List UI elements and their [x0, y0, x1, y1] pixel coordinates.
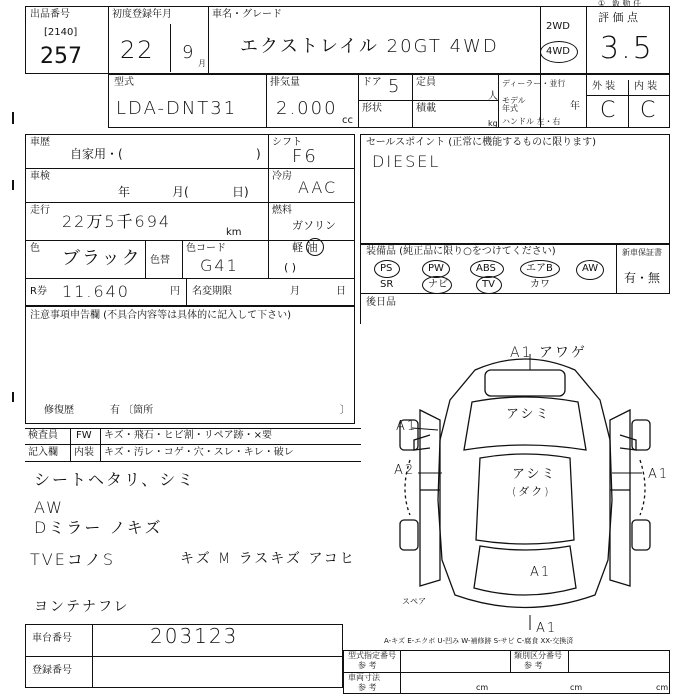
mileage-unit: km	[226, 227, 242, 238]
type-label: 型式	[114, 77, 134, 88]
lot-label: 出品番号	[30, 9, 70, 20]
spec-label: 型式指定番号	[348, 651, 396, 660]
warranty-label: 新車保証書	[622, 248, 662, 257]
equip-aw: AW	[582, 263, 599, 274]
model-name: エクストレイル 20GT 4WD	[240, 36, 499, 57]
first-reg-month-unit: 月	[198, 59, 206, 68]
recycle-value: 11.640	[62, 282, 130, 301]
model-year-label: モデル 年式	[502, 96, 526, 113]
warranty-value: 有・無	[624, 271, 661, 285]
drive-2wd: 2WD	[546, 21, 570, 32]
remark-line-4b: キズ M ラスキズ アコヒ	[180, 551, 356, 567]
fuel-gasoline: ガソリン	[292, 219, 336, 232]
score-value: 3.5	[600, 31, 654, 66]
equip-airbag-circle	[520, 260, 560, 278]
equip-leather: カワ	[530, 279, 550, 290]
first-reg-label: 初度登録年月	[112, 9, 172, 20]
aircon-value: AAC	[298, 178, 338, 197]
repair-value: 有 〔箇所	[110, 405, 154, 416]
shift-value: F6	[292, 146, 318, 167]
chassis-value: 203123	[150, 624, 239, 648]
diagram-left-mid: A2	[394, 463, 416, 478]
dims-cm-2: cm	[570, 683, 583, 692]
sales-frame	[360, 134, 670, 244]
first-reg-month: 9	[182, 42, 196, 63]
dims-cm-1: cm	[476, 683, 489, 692]
inspection-year-unit: 年	[118, 185, 131, 199]
history-value: 自家用・(	[70, 147, 123, 161]
dims-sub: 参 考	[358, 683, 377, 692]
remark-line-4: TVEコノS	[30, 550, 115, 569]
diagram-right-mid: A1	[648, 467, 670, 482]
equip-navi: ナビ	[428, 279, 448, 290]
deadline-label: 名変期限	[192, 286, 232, 297]
recycle-label: R券	[30, 286, 47, 297]
shape-label: 形状	[362, 103, 382, 114]
inspection-month-unit: 月(	[172, 185, 189, 199]
dims-label: 車両寸法	[348, 673, 380, 682]
diagram-rear-bottom: A1	[536, 621, 558, 636]
remark-line-1: シートヘタリ、シミ	[34, 470, 196, 489]
dealer-label: ディーラー・並行	[502, 79, 566, 88]
displacement-unit: cc	[342, 115, 353, 126]
type-value: LDA-DNT31	[116, 98, 238, 119]
inspector-interior-text: キズ・汚レ・コゲ・穴・スレ・キレ・破レ	[104, 447, 294, 458]
margin-mark	[12, 112, 14, 124]
diagram-legend: A-キズ E-エクボ U-凹み W-補修跡 S-サビ C-腐食 XX-交換済	[384, 637, 574, 645]
equip-pw: PW	[428, 263, 444, 274]
remark-line-5: ヨンテナフレ	[34, 599, 130, 615]
doors-value: 5	[388, 76, 402, 97]
notes-label: 注意事項申告欄 (不具合内容等は具体的に記入して下さい)	[30, 310, 291, 321]
displacement-label: 排気量	[270, 77, 300, 88]
spec-sub: 参 考	[358, 661, 377, 670]
fuel-light-oil-circle	[306, 238, 324, 256]
lot-number: 257	[40, 44, 82, 69]
diagram-spare: スペア	[402, 597, 426, 606]
interior-label: 内 装	[634, 81, 658, 92]
class-label: 類別区分番号	[514, 651, 562, 660]
history-close: )	[256, 147, 261, 161]
diagram-bonnet-note: アシミ	[506, 407, 551, 422]
inspector-interior: 内装	[74, 447, 94, 458]
equip-abs: ABS	[476, 263, 496, 274]
color-label: 色	[30, 243, 40, 254]
deadline-month: 月	[290, 286, 300, 297]
model-label: 車名・グレード	[212, 9, 282, 20]
equipment-label: 装備品 (純正品に限り○をつけてください)	[366, 246, 556, 257]
mileage-label: 走行	[30, 205, 50, 216]
diagram-cabin-note-2: (ダク)	[512, 485, 551, 498]
top-note-text: 鈑 動 任	[612, 0, 642, 8]
class-sub: 参 考	[524, 661, 543, 670]
interior-grade: C	[640, 98, 658, 123]
drive-4wd: 4WD	[546, 46, 570, 57]
diagram-roof-note: A1 アワゲ	[510, 345, 587, 361]
color-change-label: 色替	[150, 255, 170, 266]
inspector-label: 検査員	[28, 430, 58, 441]
margin-mark	[12, 180, 14, 190]
history-label: 車歴	[30, 137, 50, 148]
inspector-fw: FW	[76, 430, 92, 441]
capacity-unit: 人	[488, 91, 498, 102]
color-code-label: 色コード	[186, 243, 226, 254]
equip-navi-circle	[422, 276, 452, 294]
repair-label: 修復歴	[44, 405, 74, 416]
capacity-label: 定員	[416, 77, 436, 88]
equip-sr: SR	[380, 279, 394, 290]
inspection-day-unit: 日)	[232, 185, 249, 199]
shift-label: シフト	[272, 137, 302, 148]
diagram-hood: A1	[530, 565, 552, 580]
first-reg-year: 22	[120, 36, 155, 64]
color-value: ブラック	[62, 248, 142, 269]
lot-sub: [2140]	[44, 27, 78, 38]
exterior-grade: C	[600, 98, 618, 123]
repair-close: 〕	[340, 405, 350, 416]
recycle-unit: 円	[170, 286, 180, 297]
inspector-label-2: 記入欄	[28, 447, 58, 458]
diagram-left-front: A1	[396, 419, 418, 434]
equip-tv-circle	[476, 276, 502, 294]
exterior-label: 外 装	[592, 81, 616, 92]
margin-mark	[12, 392, 14, 402]
later-date-label: 後日品	[366, 297, 396, 308]
sales-value: DIESEL	[372, 152, 441, 171]
fuel-light-oil: 軽 油	[292, 241, 318, 254]
handle-label: ハンドル 左・右	[502, 117, 561, 126]
equip-tv: TV	[482, 279, 495, 290]
fuel-label: 燃料	[272, 205, 292, 216]
year-unit: 年	[570, 101, 580, 112]
displacement-value: 2.000	[276, 98, 338, 119]
equip-aw-circle	[576, 260, 604, 280]
load-label: 積載	[416, 103, 436, 114]
notes-frame	[25, 306, 355, 424]
dims-cm-3: cm	[656, 683, 669, 692]
deadline-day: 日	[336, 286, 346, 297]
remark-line-3: Dミラー ノキズ	[34, 518, 163, 537]
inspector-fw-text: キズ・飛石・ヒビ割・リペア跡・×要	[104, 430, 272, 441]
load-unit: kg	[488, 119, 498, 128]
equip-airbag: エアB	[526, 263, 553, 274]
mileage-value: 22万5千694	[62, 212, 172, 231]
top-note-mark: ①	[598, 0, 606, 8]
doors-label: ドア	[362, 77, 382, 88]
aircon-label: 冷房	[272, 171, 292, 182]
registration-label: 登録番号	[32, 665, 72, 676]
inspection-label: 車検	[30, 171, 50, 182]
equip-ps: PS	[380, 263, 393, 274]
sales-label: セールスポイント (正常に機能するものに限ります)	[366, 137, 597, 148]
score-label: 評 価 点	[598, 11, 638, 24]
equip-ps-circle	[374, 260, 400, 278]
remark-line-2: AW	[34, 498, 64, 517]
fuel-paren: ( )	[284, 261, 297, 274]
chassis-label: 車台番号	[32, 633, 72, 644]
diagram-cabin-note: アシミ	[512, 467, 557, 482]
color-code-value: G41	[200, 256, 239, 275]
